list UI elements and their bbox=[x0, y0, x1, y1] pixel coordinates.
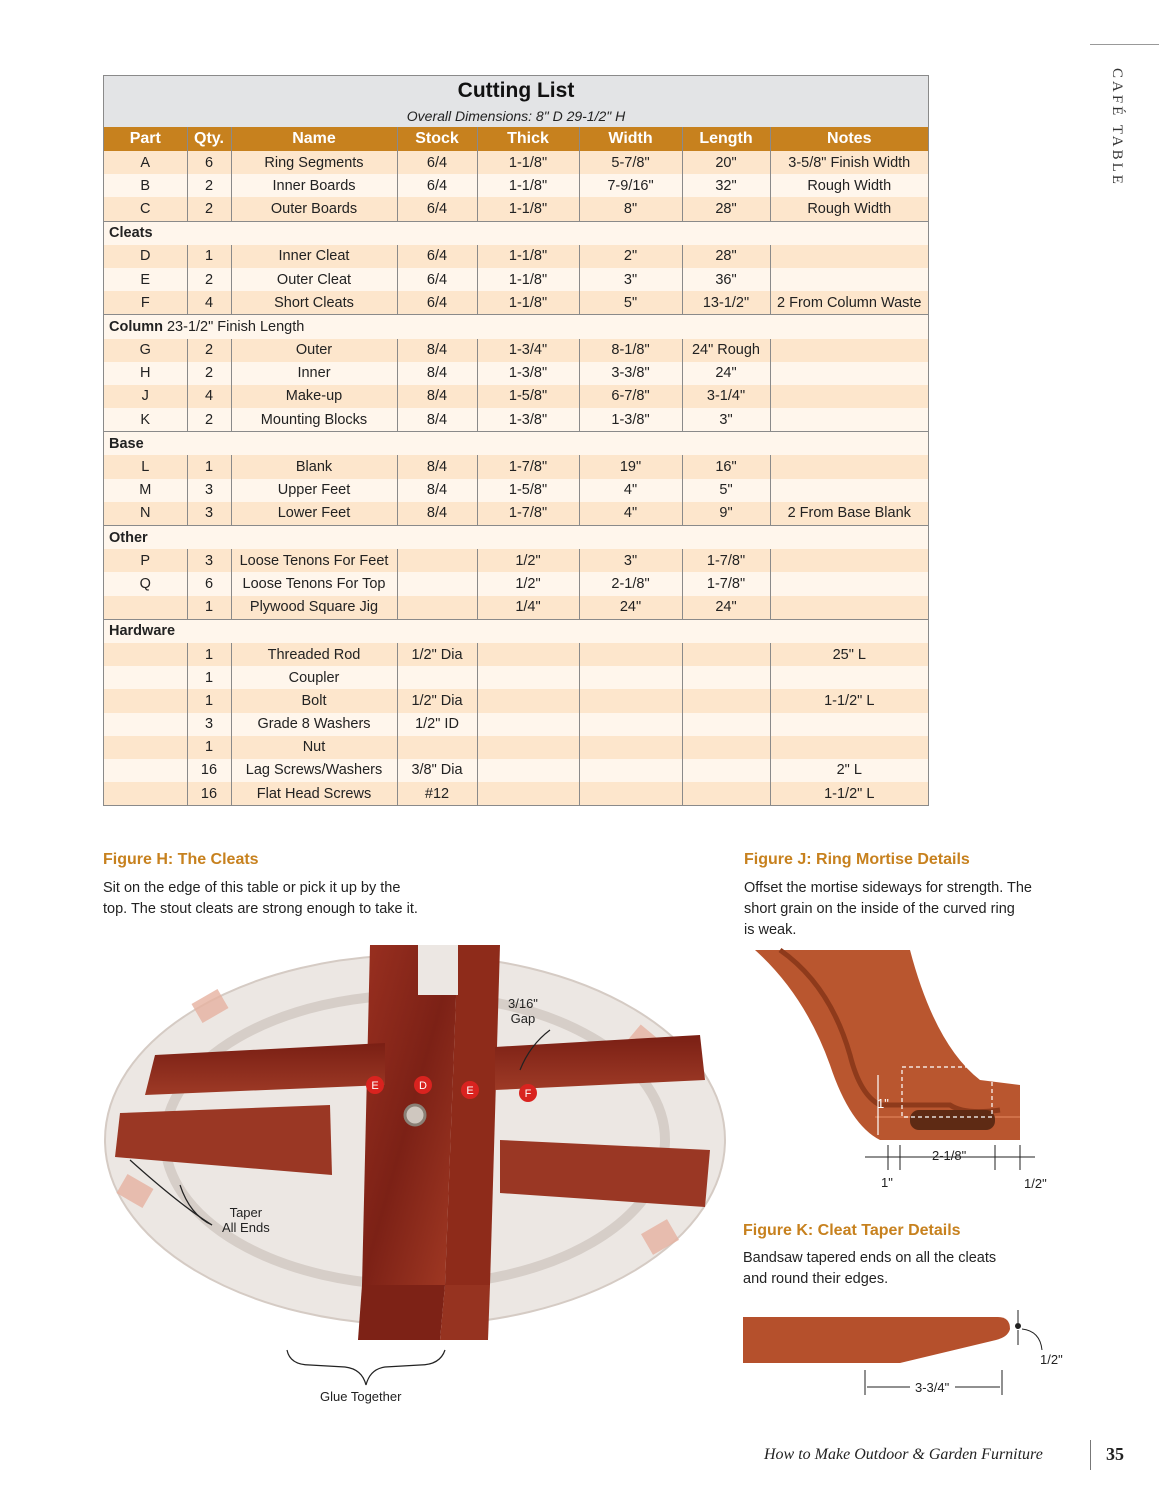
table-cell bbox=[397, 736, 477, 759]
table-row bbox=[104, 759, 928, 782]
cutting-list-subtitle: Overall Dimensions: 8" D 29-1/2" H bbox=[406, 108, 626, 124]
table-cell bbox=[682, 666, 770, 689]
table-cell: 28" bbox=[682, 245, 770, 268]
cleat-profile bbox=[743, 1317, 1010, 1363]
section-label bbox=[104, 315, 928, 339]
column-header: Width bbox=[579, 127, 682, 151]
table-cell: 32" bbox=[682, 174, 770, 197]
cleat-bottom bbox=[358, 1285, 445, 1340]
table-cell: 4" bbox=[579, 502, 682, 526]
table-cell: B bbox=[104, 174, 187, 197]
table-cell bbox=[397, 666, 477, 689]
table-row bbox=[104, 782, 928, 805]
table-cell: 3" bbox=[682, 408, 770, 432]
cleat-bottom bbox=[440, 1285, 490, 1340]
table-cell bbox=[770, 549, 928, 572]
column-header: Qty. bbox=[187, 127, 231, 151]
section-name: Column bbox=[109, 318, 163, 335]
table-cell: 6/4 bbox=[397, 245, 477, 268]
cutting-list-header bbox=[104, 76, 928, 127]
table-cell bbox=[579, 689, 682, 712]
table-cell: P bbox=[104, 549, 187, 572]
table-cell: Plywood Square Jig bbox=[231, 596, 397, 620]
table-row bbox=[104, 549, 928, 572]
dim-dot bbox=[1015, 1323, 1021, 1329]
figure-h-illustration bbox=[100, 935, 730, 1415]
table-cell bbox=[397, 572, 477, 595]
table-cell bbox=[770, 362, 928, 385]
column-header-row bbox=[104, 127, 928, 151]
table-cell: 1-3/8" bbox=[579, 408, 682, 432]
glue-bracket bbox=[287, 1350, 445, 1385]
table-cell: 2 bbox=[187, 339, 231, 362]
glue-label: Glue Together bbox=[320, 1389, 402, 1404]
table-cell: 1-7/8" bbox=[477, 455, 579, 478]
table-cell: Grade 8 Washers bbox=[231, 713, 397, 736]
figure-k-caption-line: and round their edges. bbox=[743, 1271, 889, 1287]
table-cell: 20" bbox=[682, 151, 770, 174]
table-cell: Loose Tenons For Top bbox=[231, 572, 397, 595]
table-row bbox=[104, 291, 928, 315]
table-cell: 1-3/8" bbox=[477, 362, 579, 385]
mortise-height-label: 1" bbox=[877, 1096, 889, 1111]
section-row bbox=[104, 315, 928, 339]
table-cell: 8/4 bbox=[397, 408, 477, 432]
column-header: Name bbox=[231, 127, 397, 151]
table-cell: 1-7/8" bbox=[682, 572, 770, 595]
table-row bbox=[104, 689, 928, 712]
table-row bbox=[104, 174, 928, 197]
gap-label-text: Gap bbox=[510, 1011, 536, 1026]
table-cell: 6-7/8" bbox=[579, 385, 682, 408]
table-cell: 16 bbox=[187, 782, 231, 805]
table-cell: 1 bbox=[187, 245, 231, 268]
running-head: CAFÉ TABLE bbox=[1109, 68, 1125, 187]
table-cell: Inner bbox=[231, 362, 397, 385]
figure-k-illustration bbox=[740, 1305, 1080, 1405]
table-cell bbox=[477, 713, 579, 736]
mortise-length-label: 2-1/8" bbox=[932, 1148, 967, 1163]
table-cell bbox=[682, 782, 770, 805]
table-cell bbox=[104, 596, 187, 620]
table-cell: Ring Segments bbox=[231, 151, 397, 174]
table-cell: #12 bbox=[397, 782, 477, 805]
table-cell bbox=[770, 596, 928, 620]
figure-j-title: Figure J: Ring Mortise Details bbox=[744, 851, 970, 868]
table-cell bbox=[579, 736, 682, 759]
table-cell: Mounting Blocks bbox=[231, 408, 397, 432]
section-label bbox=[104, 432, 928, 456]
section-row bbox=[104, 432, 928, 456]
table-cell bbox=[682, 759, 770, 782]
table-row bbox=[104, 736, 928, 759]
table-row bbox=[104, 385, 928, 408]
edge-offset-label: 1/2" bbox=[1024, 1176, 1047, 1191]
table-cell: 8" bbox=[579, 197, 682, 221]
table-cell: 3-3/8" bbox=[579, 362, 682, 385]
table-cell bbox=[104, 643, 187, 666]
table-cell: 1 bbox=[187, 455, 231, 478]
table-cell: Lag Screws/Washers bbox=[231, 759, 397, 782]
table-cell: 1-7/8" bbox=[682, 549, 770, 572]
table-cell: M bbox=[104, 479, 187, 502]
section-name: Cleats bbox=[109, 225, 153, 242]
table-cell: 1/2" Dia bbox=[397, 689, 477, 712]
table-cell: A bbox=[104, 151, 187, 174]
table-cell: 2 bbox=[187, 197, 231, 221]
table-row bbox=[104, 666, 928, 689]
table-cell: 1-3/8" bbox=[477, 408, 579, 432]
table-row bbox=[104, 596, 928, 620]
table-cell: 16 bbox=[187, 759, 231, 782]
table-cell: Short Cleats bbox=[231, 291, 397, 315]
table-cell: 1-1/8" bbox=[477, 291, 579, 315]
table-cell: H bbox=[104, 362, 187, 385]
book-title: How to Make Outdoor & Garden Furniture bbox=[764, 1446, 1043, 1463]
table-cell: 1-5/8" bbox=[477, 479, 579, 502]
table-cell bbox=[104, 689, 187, 712]
table-cell: 1/4" bbox=[477, 596, 579, 620]
column-header: Stock bbox=[397, 127, 477, 151]
table-cell: 2" L bbox=[770, 759, 928, 782]
table-cell: Q bbox=[104, 572, 187, 595]
table-cell bbox=[477, 666, 579, 689]
side-rule bbox=[1090, 44, 1159, 45]
table-cell: L bbox=[104, 455, 187, 478]
section-name: Hardware bbox=[109, 623, 176, 640]
table-cell bbox=[104, 666, 187, 689]
table-cell: 1 bbox=[187, 736, 231, 759]
table-cell: C bbox=[104, 197, 187, 221]
cutting-list-grid bbox=[104, 127, 928, 805]
table-cell: Make-up bbox=[231, 385, 397, 408]
table-cell: Inner Cleat bbox=[231, 245, 397, 268]
table-cell: 3 bbox=[187, 713, 231, 736]
table-cell: 1/2" Dia bbox=[397, 643, 477, 666]
figure-j-caption-line: Offset the mortise sideways for strength. The bbox=[744, 880, 1032, 896]
table-cell: 24" bbox=[682, 362, 770, 385]
table-cell: 1-5/8" bbox=[477, 385, 579, 408]
table-cell: 2-1/8" bbox=[579, 572, 682, 595]
taper-length-label: 3-3/4" bbox=[915, 1380, 950, 1395]
table-cell: 8/4 bbox=[397, 455, 477, 478]
table-cell: 8/4 bbox=[397, 385, 477, 408]
table-cell: Rough Width bbox=[770, 174, 928, 197]
table-cell bbox=[682, 643, 770, 666]
table-cell bbox=[104, 713, 187, 736]
table-cell: 1 bbox=[187, 689, 231, 712]
table-cell: 1-1/2" L bbox=[770, 689, 928, 712]
table-cell: 3/8" Dia bbox=[397, 759, 477, 782]
table-cell bbox=[682, 689, 770, 712]
table-cell: 28" bbox=[682, 197, 770, 221]
table-cell: 1-1/8" bbox=[477, 268, 579, 291]
table-cell: 9" bbox=[682, 502, 770, 526]
table-cell: 8/4 bbox=[397, 502, 477, 526]
taper-label-line: Taper bbox=[229, 1205, 263, 1220]
table-cell: 3 bbox=[187, 479, 231, 502]
table-cell bbox=[770, 385, 928, 408]
table-cell: 2 bbox=[187, 174, 231, 197]
table-cell bbox=[104, 759, 187, 782]
table-cell bbox=[104, 736, 187, 759]
table-cell bbox=[770, 572, 928, 595]
table-cell: 5-7/8" bbox=[579, 151, 682, 174]
table-cell bbox=[770, 713, 928, 736]
table-cell: N bbox=[104, 502, 187, 526]
table-cell bbox=[579, 759, 682, 782]
table-cell: 8/4 bbox=[397, 362, 477, 385]
table-cell: 6 bbox=[187, 572, 231, 595]
table-cell: K bbox=[104, 408, 187, 432]
table-row bbox=[104, 713, 928, 736]
figure-k-title: Figure K: Cleat Taper Details bbox=[743, 1222, 961, 1239]
table-cell: 2 bbox=[187, 268, 231, 291]
table-cell: Threaded Rod bbox=[231, 643, 397, 666]
section-note: 23-1/2" Finish Length bbox=[162, 318, 305, 335]
table-cell: Outer bbox=[231, 339, 397, 362]
table-cell: 1-7/8" bbox=[477, 502, 579, 526]
table-cell: 8/4 bbox=[397, 339, 477, 362]
table-cell: 25" L bbox=[770, 643, 928, 666]
table-cell: 1-1/2" L bbox=[770, 782, 928, 805]
table-cell: 3" bbox=[579, 268, 682, 291]
table-cell bbox=[397, 549, 477, 572]
table-cell: 36" bbox=[682, 268, 770, 291]
table-cell: Outer Cleat bbox=[231, 268, 397, 291]
table-cell bbox=[579, 713, 682, 736]
table-cell bbox=[477, 736, 579, 759]
part-marker-label: D bbox=[419, 1080, 427, 1092]
table-row bbox=[104, 245, 928, 268]
table-cell: 2 From Column Waste bbox=[770, 291, 928, 315]
table-cell: 6/4 bbox=[397, 197, 477, 221]
table-cell: E bbox=[104, 268, 187, 291]
table-cell: 13-1/2" bbox=[682, 291, 770, 315]
table-cell: Outer Boards bbox=[231, 197, 397, 221]
table-cell bbox=[579, 666, 682, 689]
table-cell: 1-1/8" bbox=[477, 174, 579, 197]
section-row bbox=[104, 619, 928, 643]
figure-j-caption-line: is weak. bbox=[744, 922, 797, 938]
section-label bbox=[104, 221, 928, 245]
table-row bbox=[104, 151, 928, 174]
table-cell bbox=[770, 245, 928, 268]
table-cell bbox=[770, 666, 928, 689]
table-cell: 6/4 bbox=[397, 174, 477, 197]
table-cell: 3-1/4" bbox=[682, 385, 770, 408]
table-cell: 1-3/4" bbox=[477, 339, 579, 362]
table-cell bbox=[682, 713, 770, 736]
cutting-list-body bbox=[104, 151, 928, 805]
table-row bbox=[104, 268, 928, 291]
table-cell: 1/2" bbox=[477, 572, 579, 595]
section-label bbox=[104, 619, 928, 643]
table-row bbox=[104, 479, 928, 502]
table-cell: Loose Tenons For Feet bbox=[231, 549, 397, 572]
table-cell: Lower Feet bbox=[231, 502, 397, 526]
table-cell: 2" bbox=[579, 245, 682, 268]
table-cell: 1/2" bbox=[477, 549, 579, 572]
taper-end-label: 1/2" bbox=[1040, 1352, 1063, 1367]
table-row bbox=[104, 408, 928, 432]
part-marker-label: E bbox=[371, 1080, 379, 1092]
table-cell: 2 From Base Blank bbox=[770, 502, 928, 526]
table-row bbox=[104, 455, 928, 478]
cleat-notch bbox=[418, 945, 458, 995]
table-cell: 2 bbox=[187, 408, 231, 432]
table-row bbox=[104, 572, 928, 595]
table-cell: 8/4 bbox=[397, 479, 477, 502]
taper-label-line: All Ends bbox=[222, 1220, 270, 1235]
part-marker-label: E bbox=[466, 1085, 474, 1097]
table-cell bbox=[477, 782, 579, 805]
figure-j-caption-line: short grain on the inside of the curved ring bbox=[744, 901, 1015, 917]
table-cell: 3" bbox=[579, 549, 682, 572]
table-cell: 3 bbox=[187, 502, 231, 526]
footer-rule bbox=[1090, 1440, 1091, 1470]
table-cell: 1-1/8" bbox=[477, 245, 579, 268]
table-cell: 1-1/8" bbox=[477, 197, 579, 221]
column-header: Thick bbox=[477, 127, 579, 151]
column-header: Length bbox=[682, 127, 770, 151]
table-cell bbox=[770, 479, 928, 502]
figure-k-caption bbox=[743, 1248, 996, 1290]
table-cell: 7-9/16" bbox=[579, 174, 682, 197]
table-cell: 19" bbox=[579, 455, 682, 478]
table-cell: D bbox=[104, 245, 187, 268]
table-cell: 6 bbox=[187, 151, 231, 174]
table-cell: Nut bbox=[231, 736, 397, 759]
section-row bbox=[104, 221, 928, 245]
table-row bbox=[104, 502, 928, 526]
table-cell bbox=[579, 782, 682, 805]
table-cell: 4 bbox=[187, 291, 231, 315]
figure-j-caption bbox=[744, 878, 1032, 941]
table-cell: F bbox=[104, 291, 187, 315]
gap-label bbox=[508, 996, 538, 1026]
table-cell bbox=[770, 339, 928, 362]
table-cell: 1 bbox=[187, 643, 231, 666]
table-cell: 3-5/8" Finish Width bbox=[770, 151, 928, 174]
column-header: Notes bbox=[770, 127, 928, 151]
figure-h-caption bbox=[103, 878, 418, 920]
table-cell: 4 bbox=[187, 385, 231, 408]
table-cell bbox=[770, 408, 928, 432]
table-cell: 5" bbox=[579, 291, 682, 315]
table-cell: Bolt bbox=[231, 689, 397, 712]
figure-h-caption-line: Sit on the edge of this table or pick it up by the bbox=[103, 880, 401, 896]
page-number: 35 bbox=[1106, 1444, 1124, 1464]
gap-label-size: 3/16" bbox=[508, 996, 538, 1011]
cutting-list-title: Cutting List bbox=[457, 79, 575, 102]
table-cell bbox=[579, 643, 682, 666]
section-name: Other bbox=[109, 529, 148, 546]
table-cell bbox=[104, 782, 187, 805]
table-cell: 1 bbox=[187, 666, 231, 689]
table-cell: 24" bbox=[682, 596, 770, 620]
table-cell: 6/4 bbox=[397, 268, 477, 291]
table-cell bbox=[397, 596, 477, 620]
mortise-offset-label: 1" bbox=[881, 1175, 893, 1190]
taper-label bbox=[222, 1205, 270, 1235]
column-header: Part bbox=[104, 127, 187, 151]
table-cell: 1-1/8" bbox=[477, 151, 579, 174]
table-cell: 5" bbox=[682, 479, 770, 502]
section-label bbox=[104, 526, 928, 550]
table-cell: Upper Feet bbox=[231, 479, 397, 502]
table-cell: 1/2" ID bbox=[397, 713, 477, 736]
figure-j-illustration bbox=[750, 945, 1050, 1195]
table-cell: 8-1/8" bbox=[579, 339, 682, 362]
table-cell bbox=[682, 736, 770, 759]
table-row bbox=[104, 643, 928, 666]
figure-h-title: Figure H: The Cleats bbox=[103, 851, 259, 868]
table-cell: Blank bbox=[231, 455, 397, 478]
table-cell: 2 bbox=[187, 362, 231, 385]
table-cell: G bbox=[104, 339, 187, 362]
table-cell: 16" bbox=[682, 455, 770, 478]
table-cell bbox=[770, 268, 928, 291]
dim-leader bbox=[1022, 1329, 1042, 1350]
table-cell: J bbox=[104, 385, 187, 408]
table-cell: 1 bbox=[187, 596, 231, 620]
section-row bbox=[104, 526, 928, 550]
table-cell: 24" bbox=[579, 596, 682, 620]
table-cell bbox=[477, 689, 579, 712]
table-cell: Rough Width bbox=[770, 197, 928, 221]
table-cell: 6/4 bbox=[397, 151, 477, 174]
table-cell: 6/4 bbox=[397, 291, 477, 315]
table-cell: Inner Boards bbox=[231, 174, 397, 197]
table-row bbox=[104, 197, 928, 221]
part-marker-label: F bbox=[524, 1088, 532, 1100]
mortise bbox=[910, 1110, 995, 1130]
table-cell bbox=[770, 455, 928, 478]
table-row bbox=[104, 339, 928, 362]
table-cell bbox=[477, 643, 579, 666]
table-cell: Flat Head Screws bbox=[231, 782, 397, 805]
figure-k-caption-line: Bandsaw tapered ends on all the cleats bbox=[743, 1250, 997, 1266]
section-name: Base bbox=[109, 435, 144, 452]
table-cell bbox=[477, 759, 579, 782]
figure-h-caption-line: top. The stout cleats are strong enough to take it. bbox=[103, 901, 418, 917]
table-cell: 3 bbox=[187, 549, 231, 572]
center-bolt bbox=[405, 1105, 425, 1125]
table-row bbox=[104, 362, 928, 385]
cutting-list-table bbox=[103, 75, 929, 806]
table-cell bbox=[770, 736, 928, 759]
table-cell: 24" Rough bbox=[682, 339, 770, 362]
table-cell: Coupler bbox=[231, 666, 397, 689]
table-cell: 4" bbox=[579, 479, 682, 502]
